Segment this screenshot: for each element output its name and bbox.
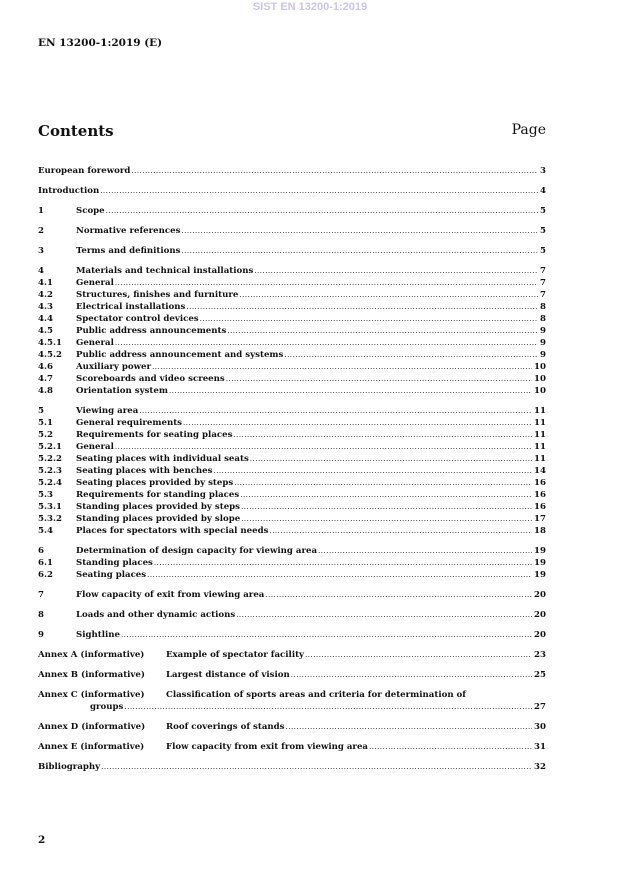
toc-entry-title: General (76, 278, 114, 288)
toc-entry-number: 5.2 (38, 430, 53, 440)
toc-entry-number: 6.2 (38, 570, 53, 580)
toc-entry-page: 3 (540, 166, 546, 176)
toc-entry[interactable] (38, 325, 546, 337)
toc-entry-number: 4.5.1 (38, 338, 62, 348)
toc-entry-title: Auxiliary power (76, 362, 152, 372)
toc-entry-number: 4.4 (38, 314, 53, 324)
toc-entry-title: General (76, 338, 114, 348)
document-header: EN 13200-1:2019 (E) (38, 37, 163, 49)
toc-entry-page: 11 (534, 454, 546, 464)
toc-entry[interactable] (38, 225, 546, 237)
toc-entry-page: 9 (540, 350, 546, 360)
toc-entry-number: 4.3 (38, 302, 53, 312)
toc-entry-page: 20 (534, 590, 546, 600)
toc-entry[interactable] (38, 185, 546, 197)
toc-entry[interactable] (38, 557, 546, 569)
toc-entry-page: 11 (534, 418, 546, 428)
toc-entry-title: Viewing area (76, 406, 139, 416)
toc-entry[interactable] (38, 465, 546, 477)
toc-entry-title: Seating places provided by steps (76, 478, 234, 488)
toc-entry-title: Structures, finishes and furniture (76, 290, 239, 300)
toc-entry-number: 6.1 (38, 558, 53, 568)
toc-entry-title: Requirements for standing places (76, 490, 240, 500)
toc-entry[interactable] (38, 205, 546, 217)
toc-entry-number: 5.2.2 (38, 454, 62, 464)
dot-leader (369, 741, 532, 753)
toc-entry[interactable] (38, 373, 546, 385)
page-number: 2 (38, 834, 46, 846)
toc-entry-title: Standing places provided by slope (76, 514, 241, 524)
toc-entry[interactable] (38, 589, 546, 601)
toc-entry-title: Scoreboards and video screens (76, 374, 225, 384)
dot-leader (115, 277, 538, 289)
dot-leader (233, 429, 532, 441)
toc-entry-page: 17 (534, 514, 546, 524)
annex-page: 31 (534, 742, 546, 752)
toc-entry-page: 8 (540, 314, 546, 324)
page-column-label: Page (511, 122, 546, 138)
toc-entry-page: 11 (534, 406, 546, 416)
dot-leader (154, 557, 532, 569)
dot-leader (234, 477, 532, 489)
dot-leader (115, 441, 532, 453)
toc-entry-page: 16 (534, 490, 546, 500)
dot-leader (305, 649, 532, 661)
dot-leader (186, 301, 538, 313)
toc-entry-title: Seating places with individual seats (76, 454, 249, 464)
toc-entry-title: Standing places provided by steps (76, 502, 241, 512)
toc-entry-page: 8 (540, 302, 546, 312)
toc-entry-page: 19 (534, 546, 546, 556)
toc-entry-title: Public address announcements (76, 326, 227, 336)
toc-entry-number: 5.2.3 (38, 466, 62, 476)
annex-page: 30 (534, 722, 546, 732)
dot-leader (100, 185, 538, 197)
toc-entry-number: 1 (38, 206, 44, 216)
annex-title: Example of spectator facility (166, 650, 305, 660)
toc-entry-page: 4 (540, 186, 546, 196)
toc-entry[interactable] (38, 501, 546, 513)
dot-leader (284, 349, 538, 361)
toc-entry-title: Introduction (38, 186, 100, 196)
toc-entry-number: 4.5.2 (38, 350, 62, 360)
toc-entry-page: 18 (534, 526, 546, 536)
toc-entry[interactable] (38, 609, 546, 621)
dot-leader (213, 465, 532, 477)
toc-entry-page: 16 (534, 502, 546, 512)
toc-entry-title: General requirements (76, 418, 183, 428)
dot-leader (131, 165, 538, 177)
toc-entry-page: 16 (534, 478, 546, 488)
toc-entry[interactable] (38, 441, 546, 453)
toc-entry-title: Public address announcement and systems (76, 350, 284, 360)
toc-entry-page: 10 (534, 374, 546, 384)
dot-leader (115, 337, 538, 349)
dot-leader (169, 385, 532, 397)
annex-title: Flow capacity from exit from viewing area (166, 742, 368, 752)
toc-entry-number: 8 (38, 610, 44, 620)
toc-entry-title: Orientation system (76, 386, 168, 396)
toc-entry-number: 5 (38, 406, 44, 416)
dot-leader (226, 373, 532, 385)
toc-entry-number: 4 (38, 266, 44, 276)
toc-entry[interactable] (38, 165, 546, 177)
toc-entry[interactable] (38, 477, 546, 489)
dot-leader (254, 265, 538, 277)
toc-entry[interactable] (38, 453, 546, 465)
toc-entry-page: 5 (540, 206, 546, 216)
toc-entry-title: General (76, 442, 114, 452)
toc-entry-page: 5 (540, 246, 546, 256)
bibliography-title: Bibliography (38, 762, 101, 772)
toc-entry-title: Determination of design capacity for viewing area (76, 546, 318, 556)
annex-page: 27 (534, 702, 546, 712)
toc-entry[interactable] (38, 489, 546, 501)
toc-annex-entry[interactable] (38, 741, 546, 753)
dot-leader (152, 361, 532, 373)
annex-label: Annex D (informative) (38, 722, 146, 732)
contents-title: Contents (38, 122, 114, 140)
toc-entry-page: 19 (534, 570, 546, 580)
toc-entry-page: 7 (540, 290, 546, 300)
toc-entry-title: Sightline (76, 630, 120, 640)
annex-page: 23 (534, 650, 546, 660)
dot-leader (183, 417, 532, 429)
toc-annex-entry[interactable] (38, 721, 546, 733)
toc-entry[interactable] (38, 349, 546, 361)
dot-leader (106, 205, 538, 217)
toc-entry[interactable] (38, 569, 546, 581)
dot-leader (139, 405, 532, 417)
toc-entry[interactable] (38, 289, 546, 301)
bibliography-page: 32 (534, 762, 546, 772)
toc-entry-page: 11 (534, 442, 546, 452)
toc-entry-number: 4.6 (38, 362, 53, 372)
dot-leader (250, 453, 532, 465)
toc-annex-entry[interactable] (38, 649, 546, 661)
dot-leader (181, 225, 538, 237)
toc-entry-title: Flow capacity of exit from viewing area (76, 590, 265, 600)
annex-page: 25 (534, 670, 546, 680)
toc-entry[interactable] (38, 629, 546, 641)
toc-entry-number: 5.3 (38, 490, 53, 500)
toc-entry[interactable] (38, 277, 546, 289)
toc-entry-title: Standing places (76, 558, 153, 568)
toc-entry-title: Loads and other dynamic actions (76, 610, 236, 620)
toc-bibliography[interactable] (38, 761, 546, 773)
annex-label: Annex A (informative) (38, 650, 145, 660)
table-of-contents (38, 157, 546, 773)
toc-entry-page: 5 (540, 226, 546, 236)
toc-annex-entry[interactable] (38, 669, 546, 681)
toc-entry[interactable] (38, 429, 546, 441)
annex-title: Classification of sports areas and criteria for determination of (166, 690, 466, 700)
toc-entry-number: 5.2.1 (38, 442, 62, 452)
toc-entry-number: 7 (38, 590, 44, 600)
toc-entry[interactable] (38, 337, 546, 349)
dot-leader (181, 245, 538, 257)
toc-entry-title: Electrical installations (76, 302, 186, 312)
toc-entry-title: Spectator control devices (76, 314, 199, 324)
toc-entry-title: European foreword (38, 166, 131, 176)
annex-title: Roof coverings of stands (166, 722, 285, 732)
toc-entry-number: 3 (38, 246, 44, 256)
toc-entry-number: 2 (38, 226, 44, 236)
toc-entry-page: 11 (534, 430, 546, 440)
dot-leader (241, 513, 532, 525)
toc-entry-page: 9 (540, 338, 546, 348)
toc-entry-number: 5.3.2 (38, 514, 62, 524)
dot-leader (236, 609, 532, 621)
toc-entry-number: 5.4 (38, 526, 53, 536)
toc-entry-title: Requirements for seating places (76, 430, 233, 440)
toc-entry-title: Normative references (76, 226, 181, 236)
dot-leader (147, 569, 532, 581)
toc-entry[interactable] (38, 405, 546, 417)
dot-leader (286, 721, 533, 733)
toc-entry-title: Seating places (76, 570, 147, 580)
toc-entry-number: 4.1 (38, 278, 53, 288)
toc-entry-title: Seating places with benches (76, 466, 213, 476)
dot-leader (200, 313, 538, 325)
toc-entry-number: 4.2 (38, 290, 53, 300)
toc-entry-page: 7 (540, 266, 546, 276)
toc-entry-page: 20 (534, 630, 546, 640)
toc-entry-number: 4.7 (38, 374, 53, 384)
toc-entry[interactable] (38, 245, 546, 257)
toc-entry[interactable] (38, 545, 546, 557)
toc-entry-page: 20 (534, 610, 546, 620)
annex-title: Largest distance of vision (166, 670, 290, 680)
dot-leader (269, 525, 532, 537)
toc-entry-title: Scope (76, 206, 105, 216)
toc-annex-entry-continued[interactable] (38, 701, 546, 713)
annex-title-continued: groups (90, 702, 124, 712)
toc-entry-page: 14 (534, 466, 546, 476)
toc-entry-number: 6 (38, 546, 44, 556)
dot-leader (318, 545, 532, 557)
dot-leader (124, 701, 532, 713)
dot-leader (101, 761, 532, 773)
watermark: SIST EN 13200-1:2019 (252, 1, 368, 13)
toc-entry-title: Places for spectators with special needs (76, 526, 269, 536)
dot-leader (121, 629, 532, 641)
toc-entry[interactable] (38, 313, 546, 325)
toc-entry[interactable] (38, 417, 546, 429)
toc-entry-page: 10 (534, 362, 546, 372)
toc-entry-number: 5.2.4 (38, 478, 62, 488)
dot-leader (227, 325, 538, 337)
toc-entry-page: 19 (534, 558, 546, 568)
dot-leader (239, 289, 538, 301)
annex-label: Annex B (informative) (38, 670, 145, 680)
toc-entry-page: 10 (534, 386, 546, 396)
toc-entry-number: 4.8 (38, 386, 53, 396)
toc-annex-entry[interactable] (38, 689, 546, 701)
toc-entry-number: 5.1 (38, 418, 53, 428)
annex-label: Annex E (informative) (38, 742, 145, 752)
toc-entry[interactable] (38, 385, 546, 397)
dot-leader (291, 669, 532, 681)
dot-leader (241, 501, 532, 513)
annex-label: Annex C (informative) (38, 690, 145, 700)
toc-entry[interactable] (38, 513, 546, 525)
dot-leader (265, 589, 532, 601)
toc-entry-title: Materials and technical installations (76, 266, 254, 276)
toc-entry[interactable] (38, 301, 546, 313)
toc-entry[interactable] (38, 265, 546, 277)
toc-entry-number: 5.3.1 (38, 502, 62, 512)
toc-entry-page: 9 (540, 326, 546, 336)
dot-leader (240, 489, 532, 501)
toc-entry-number: 9 (38, 630, 44, 640)
toc-entry-page: 7 (540, 278, 546, 288)
toc-entry-title: Terms and definitions (76, 246, 181, 256)
toc-entry-number: 4.5 (38, 326, 53, 336)
toc-entry[interactable] (38, 525, 546, 537)
toc-entry[interactable] (38, 361, 546, 373)
